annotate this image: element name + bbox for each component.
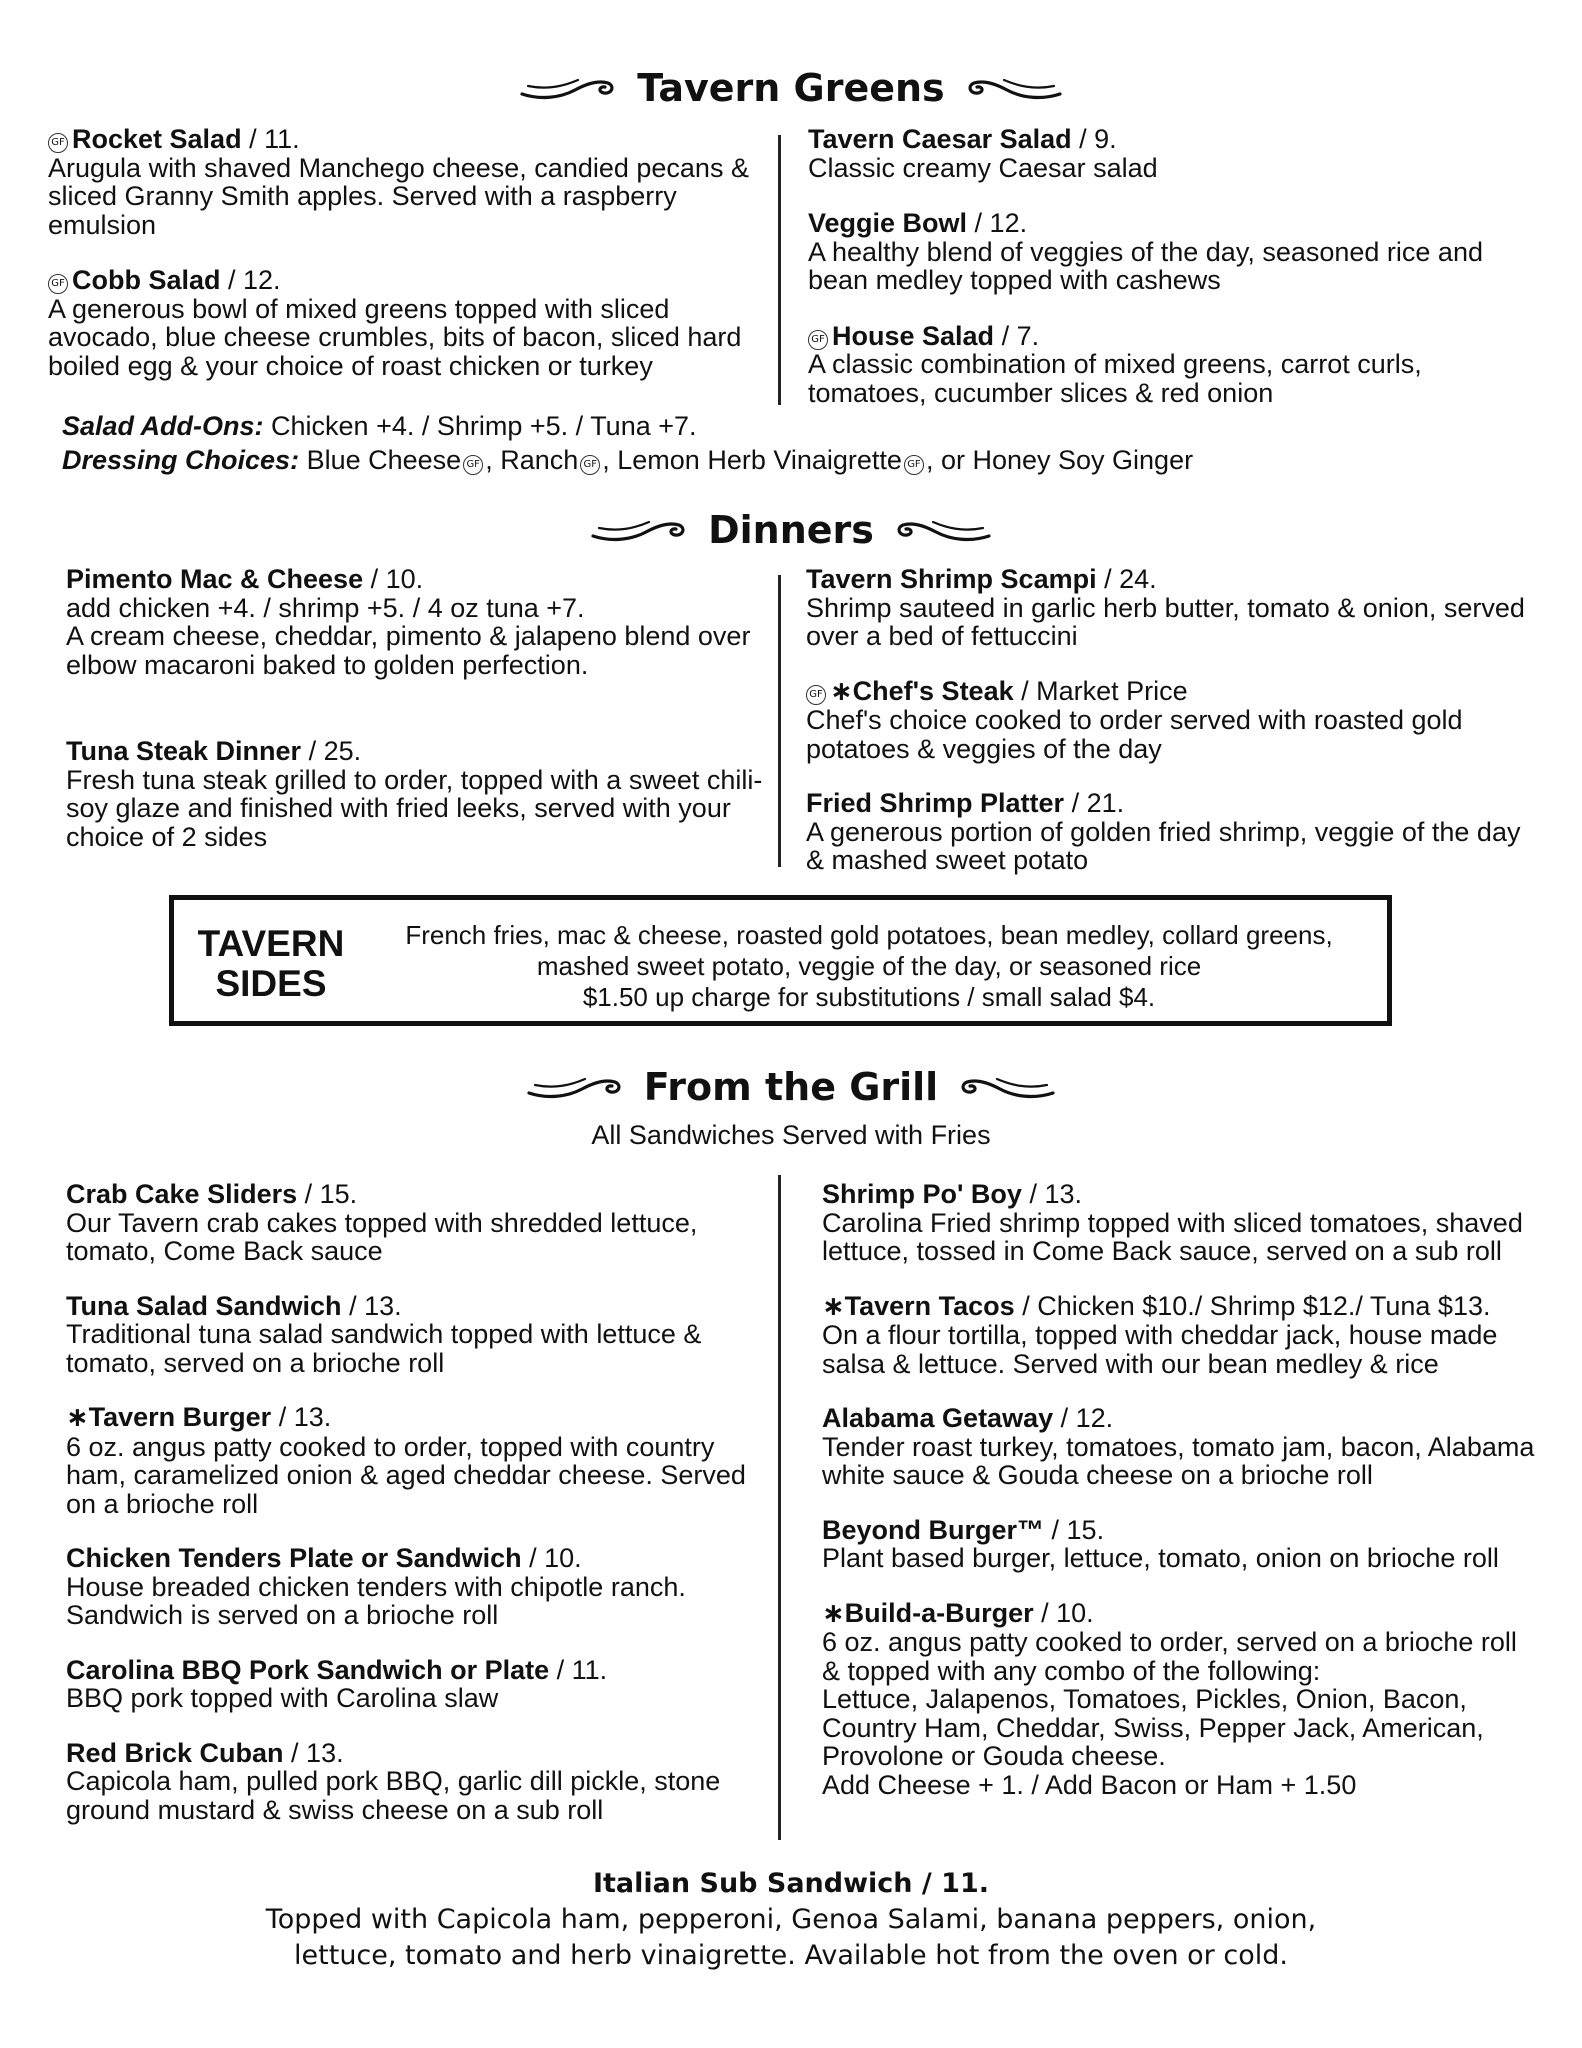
gluten-free-icon: GF bbox=[806, 685, 826, 705]
right-flourish-icon bbox=[967, 74, 1062, 102]
menu-item-header bbox=[822, 1180, 1542, 1209]
item-price: / Chicken $10./ Shrimp $12./ Tuna $13. bbox=[1014, 1290, 1491, 1321]
item-name: Veggie Bowl bbox=[808, 208, 968, 238]
item-description: Topped with Capicola ham, pepperoni, Genoa Salami, banana peppers, onion, bbox=[265, 1904, 1317, 1935]
section-title: Dinners bbox=[708, 508, 874, 552]
dressing-choices bbox=[62, 444, 1193, 476]
item-name: Tavern Caesar Salad bbox=[808, 124, 1072, 154]
menu-item bbox=[66, 737, 766, 851]
menu-item-header bbox=[822, 1404, 1542, 1433]
menu-item-header bbox=[66, 1739, 776, 1768]
item-name: House Salad bbox=[832, 320, 995, 351]
column-divider bbox=[778, 135, 781, 405]
gluten-free-icon: GF bbox=[48, 274, 68, 294]
menu-item bbox=[808, 322, 1528, 408]
item-name: Carolina BBQ Pork Sandwich or Plate bbox=[66, 1654, 550, 1685]
item-price: / 12. bbox=[1053, 1403, 1114, 1433]
sides-line: $1.50 up charge for substitutions / small salad $4. bbox=[582, 982, 1156, 1012]
item-description: lettuce, tomato and herb vinaigrette. Available hot from the oven or cold. bbox=[294, 1940, 1288, 1971]
section-title: From the Grill bbox=[643, 1065, 939, 1109]
item-name: Alabama Getaway bbox=[822, 1403, 1054, 1433]
section-heading-from-the-grill bbox=[0, 1065, 1582, 1109]
greens-right-column bbox=[808, 125, 1528, 407]
item-description: Chef's choice cooked to order served with roasted gold potatoes & veggies of the day bbox=[806, 705, 1463, 764]
item-price: / 21. bbox=[1064, 788, 1125, 818]
item-name: Cobb Salad bbox=[72, 265, 221, 295]
item-description: 6 oz. angus patty cooked to order, topped with country ham, caramelized onion & aged cheddar cheese. Served on a brioche roll bbox=[66, 1431, 746, 1519]
menu-item bbox=[66, 1656, 776, 1713]
item-name: Red Brick Cuban bbox=[66, 1737, 284, 1768]
item-price: / 15. bbox=[297, 1179, 358, 1209]
item-price: / 13. bbox=[271, 1402, 332, 1432]
item-description: Our Tavern crab cakes topped with shredded lettuce, tomato, Come Back sauce bbox=[66, 1207, 698, 1266]
item-price: / 13. bbox=[283, 1737, 344, 1768]
item-name: Tavern Burger bbox=[88, 1402, 272, 1432]
item-name: Crab Cake Sliders bbox=[66, 1179, 298, 1209]
menu-item bbox=[822, 1516, 1542, 1573]
gluten-free-icon: GF bbox=[463, 455, 483, 475]
add-ons-text: Chicken +4. / Shrimp +5. / Tuna +7. bbox=[271, 411, 697, 441]
sides-line: mashed sweet potato, veggie of the day, or seasoned rice bbox=[536, 951, 1202, 981]
menu-item-header bbox=[806, 677, 1526, 707]
item-price: / 25. bbox=[301, 736, 362, 766]
item-price: / Market Price bbox=[1013, 675, 1188, 706]
item-description: BBQ pork topped with Carolina slaw bbox=[66, 1683, 499, 1713]
menu-item-header bbox=[808, 209, 1528, 238]
tavern-sides-title bbox=[196, 924, 346, 1004]
sides-title-line: TAVERN bbox=[197, 923, 345, 964]
item-name: Shrimp Po' Boy bbox=[822, 1179, 1022, 1209]
item-description: Arugula with shaved Manchego cheese, candied pecans & sliced Granny Smith apples. Served with a raspberry emulsion bbox=[48, 152, 749, 240]
left-flourish-icon bbox=[591, 516, 686, 544]
menu-item-header bbox=[48, 125, 778, 154]
item-description: A generous bowl of mixed greens topped with sliced avocado, blue cheese crumbles, bits of bacon, sliced hard boiled egg & your choice of roast chicken or turkey bbox=[48, 293, 742, 381]
item-description: On a flour tortilla, topped with cheddar jack, house made salsa & lettuce. Served with our bean medley & rice bbox=[822, 1320, 1498, 1379]
menu-item-header bbox=[66, 1403, 776, 1433]
menu-item bbox=[808, 125, 1528, 182]
dinners-right-column bbox=[806, 565, 1526, 875]
section-heading-dinners bbox=[0, 508, 1582, 552]
item-name: Fried Shrimp Platter bbox=[806, 788, 1065, 818]
menu-item bbox=[822, 1404, 1542, 1490]
item-price: / 11. bbox=[241, 124, 300, 154]
column-divider bbox=[778, 1175, 781, 1840]
item-description: A generous portion of golden fried shrimp, veggie of the day & mashed sweet potato bbox=[806, 816, 1521, 875]
right-flourish-icon bbox=[896, 516, 991, 544]
menu-item bbox=[48, 125, 778, 239]
menu-item bbox=[806, 677, 1526, 764]
dressing-blue-cheese: Blue Cheese bbox=[306, 445, 462, 475]
tavern-sides-text bbox=[369, 920, 1369, 1013]
item-price: / 15. bbox=[1044, 1514, 1105, 1545]
dressing-lemon-herb: , Lemon Herb Vinaigrette bbox=[602, 445, 902, 475]
item-name: Italian Sub Sandwich / 11. bbox=[592, 1868, 990, 1899]
item-price: / 10. bbox=[363, 564, 424, 594]
menu-item-header bbox=[808, 125, 1528, 154]
item-description: Traditional tuna salad sandwich topped with lettuce & tomato, served on a brioche roll bbox=[66, 1319, 702, 1378]
section-title: Tavern Greens bbox=[637, 66, 945, 110]
menu-item-header bbox=[48, 266, 778, 295]
tavern-sides-box bbox=[169, 895, 1392, 1026]
asterisk-icon: ∗ bbox=[830, 675, 853, 707]
menu-item-header bbox=[822, 1599, 1542, 1629]
dinners-left-column bbox=[66, 565, 766, 851]
menu-item-header bbox=[66, 1180, 776, 1209]
item-price: / 7. bbox=[994, 320, 1040, 351]
gluten-free-icon: GF bbox=[48, 133, 68, 153]
sides-title-line: SIDES bbox=[215, 963, 327, 1004]
column-divider bbox=[778, 575, 781, 867]
menu-item-header bbox=[66, 1292, 776, 1321]
item-name: Rocket Salad bbox=[72, 124, 242, 154]
item-price: / 10. bbox=[521, 1543, 582, 1573]
sides-line: French fries, mac & cheese, roasted gold potatoes, bean medley, collard greens, bbox=[405, 920, 1333, 950]
menu-item bbox=[808, 209, 1528, 295]
item-description: Plant based burger, lettuce, tomato, onion on brioche roll bbox=[822, 1543, 1499, 1573]
asterisk-icon: ∗ bbox=[822, 1597, 845, 1629]
menu-item-header bbox=[66, 565, 766, 594]
item-price: / 24. bbox=[1096, 564, 1157, 594]
gluten-free-icon: GF bbox=[808, 330, 828, 350]
menu-item bbox=[66, 1180, 776, 1266]
item-name: Tuna Salad Sandwich bbox=[66, 1290, 342, 1321]
item-name: Build-a-Burger bbox=[844, 1597, 1034, 1628]
menu-item bbox=[822, 1292, 1542, 1379]
dressing-honey-soy: , or Honey Soy Ginger bbox=[925, 445, 1194, 475]
salad-add-ons bbox=[62, 410, 697, 442]
add-ons-label: Salad Add-Ons: bbox=[62, 411, 264, 441]
item-price: / 9. bbox=[1071, 124, 1117, 154]
menu-item-header bbox=[806, 565, 1526, 594]
item-name: Beyond Burger™ bbox=[822, 1514, 1045, 1545]
menu-item-header bbox=[66, 1544, 776, 1573]
gluten-free-icon: GF bbox=[580, 455, 600, 475]
item-description: 6 oz. angus patty cooked to order, served on a brioche roll & topped with any combo of the following: Lettuce, Jalapenos, Tomatoes, Pickles, Onion, Bacon, Country Ham, Cheddar, Swiss, Pepper Jack, American, Provolone or Gouda cheese. Add Cheese + 1. / Add Bacon or Ham + 1.50 bbox=[822, 1627, 1517, 1800]
item-description: Tender roast turkey, tomatoes, tomato jam, bacon, Alabama white sauce & Gouda cheese on a brioche roll bbox=[822, 1431, 1535, 1490]
menu-item bbox=[66, 1403, 776, 1518]
menu-item bbox=[806, 565, 1526, 651]
menu-item bbox=[806, 789, 1526, 875]
item-name: Tavern Shrimp Scampi bbox=[806, 564, 1097, 594]
grill-left-column bbox=[66, 1180, 776, 1824]
item-price: / 13. bbox=[341, 1290, 402, 1321]
menu-item-header bbox=[806, 789, 1526, 818]
item-description: Shrimp sauteed in garlic herb butter, tomato & onion, served over a bed of fettuccini bbox=[806, 592, 1525, 651]
menu-item bbox=[822, 1599, 1542, 1800]
greens-left-column bbox=[48, 125, 778, 380]
item-name: Chef's Steak bbox=[852, 675, 1014, 706]
item-price: / 13. bbox=[1021, 1179, 1082, 1209]
asterisk-icon: ∗ bbox=[66, 1402, 89, 1433]
menu-item-header bbox=[822, 1516, 1542, 1545]
italian-sub-sandwich bbox=[0, 1866, 1582, 1974]
left-flourish-icon bbox=[527, 1073, 622, 1101]
item-name: Tuna Steak Dinner bbox=[66, 736, 302, 766]
dressing-ranch: , Ranch bbox=[485, 445, 579, 475]
item-description: A classic combination of mixed greens, carrot curls, tomatoes, cucumber slices & red onion bbox=[808, 349, 1422, 408]
menu-item bbox=[66, 1292, 776, 1378]
item-description: Fresh tuna steak grilled to order, topped with a sweet chili-soy glaze and finished with fried leeks, served with your choice of 2 sides bbox=[66, 764, 763, 852]
item-description: add chicken +4. / shrimp +5. / 4 oz tuna +7. A cream cheese, cheddar, pimento & jalapeno blend over elbow macaroni baked to golden perfection. bbox=[66, 592, 751, 680]
item-description: A healthy blend of veggies of the day, seasoned rice and bean medley topped with cashews bbox=[808, 236, 1483, 295]
grill-right-column bbox=[822, 1180, 1542, 1799]
right-flourish-icon bbox=[960, 1073, 1055, 1101]
menu-item bbox=[66, 1544, 776, 1630]
menu-item bbox=[66, 565, 766, 679]
item-name: Chicken Tenders Plate or Sandwich bbox=[66, 1543, 522, 1573]
left-flourish-icon bbox=[520, 74, 615, 102]
item-name: Tavern Tacos bbox=[844, 1290, 1015, 1321]
item-description: Classic creamy Caesar salad bbox=[808, 152, 1158, 183]
section-heading-tavern-greens bbox=[0, 66, 1582, 110]
item-description: House breaded chicken tenders with chipotle ranch. Sandwich is served on a brioche roll bbox=[66, 1571, 686, 1630]
item-price: / 12. bbox=[220, 265, 281, 295]
item-price: / 12. bbox=[967, 208, 1028, 238]
item-name: Pimento Mac & Cheese bbox=[66, 564, 364, 594]
grill-subtitle: All Sandwiches Served with Fries bbox=[591, 1120, 991, 1150]
menu-item bbox=[48, 266, 778, 380]
menu-item-header bbox=[66, 1656, 776, 1685]
menu-item-header bbox=[808, 322, 1528, 351]
item-price: / 11. bbox=[549, 1654, 608, 1685]
gluten-free-icon: GF bbox=[904, 455, 924, 475]
item-description: Carolina Fried shrimp topped with sliced tomatoes, shaved lettuce, tossed in Come Back sauce, served on a sub roll bbox=[822, 1207, 1523, 1266]
menu-item-header bbox=[822, 1292, 1542, 1322]
menu-item bbox=[66, 1739, 776, 1825]
dressing-label: Dressing Choices: bbox=[62, 445, 300, 475]
item-description: Capicola ham, pulled pork BBQ, garlic dill pickle, stone ground mustard & swiss cheese on a sub roll bbox=[66, 1766, 721, 1825]
item-price: / 10. bbox=[1033, 1597, 1094, 1628]
menu-item bbox=[822, 1180, 1542, 1266]
menu-item-header bbox=[66, 737, 766, 766]
asterisk-icon: ∗ bbox=[822, 1290, 845, 1322]
